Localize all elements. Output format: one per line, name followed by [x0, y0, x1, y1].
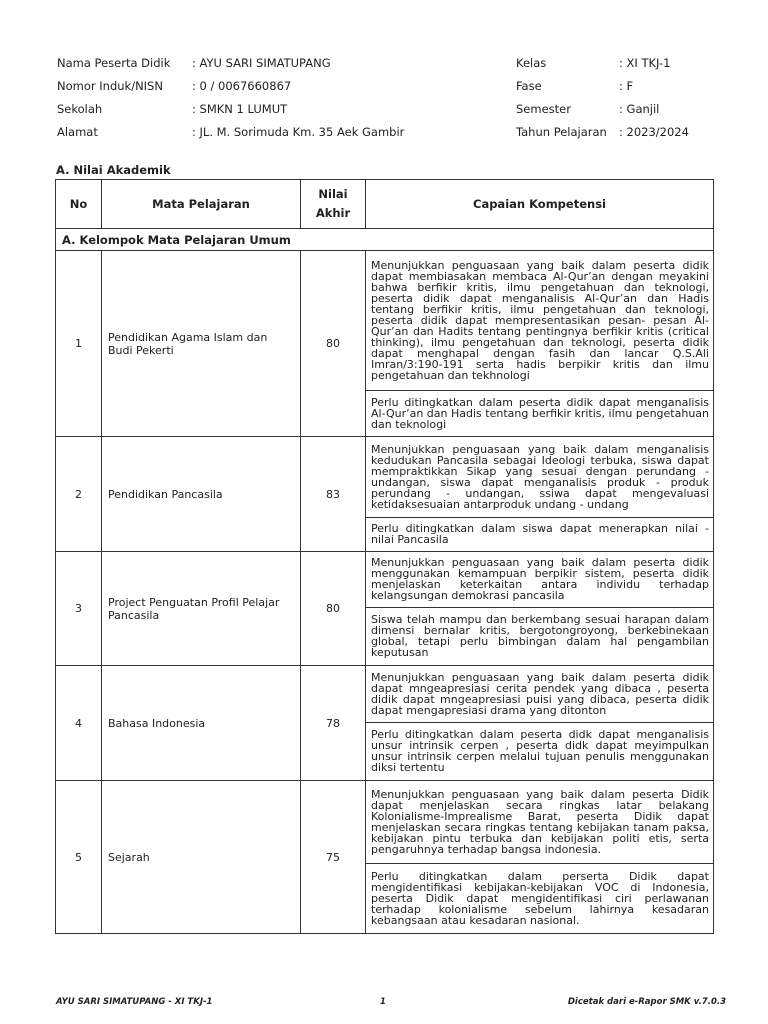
table-row [56, 552, 714, 608]
value-school: : SMKN 1 LUMUT [192, 102, 288, 116]
row-number: 2 [56, 437, 102, 552]
subject-name: Sejarah [102, 781, 301, 934]
final-score: 78 [301, 666, 366, 781]
subject-name: Project Penguatan Profil Pelajar Pancasila [102, 552, 301, 666]
grades-table [55, 179, 714, 934]
achievement-text: Menunjukkan penguasaan yang baik dalam peserta didik dapat mngeapresiasi cerita pendek yang dibaca , peserta didik dapat mngeapresiasi puisi yang dibaca, peserta didik dapat mengapresiasi drama yang ditonton [366, 666, 714, 723]
header-competency: Capaian Kompetensi [366, 180, 714, 229]
achievement-text: Menunjukkan penguasaan yang baik dalam menganalisis kedudukan Pancasila sebagai Ideologi terbuka, siswa dapat mempraktikkan Sikap yang sesuai dengan perundang - undangan, siswa dapat menganalisis produk - produk perundang - undangan, ssiwa dapat mengevaluasi ketidaksesuaian antarproduk undang - undang [366, 437, 714, 518]
footer-student: AYU SARI SIMATUPANG - XI TKJ-1 [56, 997, 213, 1007]
value-class: : XI TKJ-1 [619, 56, 671, 70]
achievement-text: Menunjukkan penguasaan yang baik dalam peserta didik menggunakan kemampuan berpikir sistem, peserta didik menjelaskan keterkaitan antara individu terhadap kelangsungan demokrasi pancasila [366, 552, 714, 608]
section-title: A. Nilai Akademik [56, 163, 171, 177]
label-address: Alamat [57, 125, 98, 139]
header-score-line1: Nilai [318, 187, 348, 201]
improvement-text: Perlu ditingkatkan dalam peserta didk dapat menganalisis unsur intrinsik cerpen , peserta didk dapat meyimpulkan unsur intrinsik cerpen melalui tujuan penulis menggunakan diksi tertentu [366, 723, 714, 781]
improvement-text: Siswa telah mampu dan berkembang sesuai harapan dalam dimensi bernalar kritis, bergotongroyong, berkebinekaan global, tetapi perlu bimbingan dalam hal pengambilan keputusan [366, 608, 714, 666]
header-subject: Mata Pelajaran [102, 180, 301, 229]
header-score [301, 180, 366, 229]
header-no: No [56, 180, 102, 229]
label-name: Nama Peserta Didik [57, 56, 171, 70]
table-row [56, 666, 714, 723]
row-number: 5 [56, 781, 102, 934]
final-score: 80 [301, 552, 366, 666]
value-semester: : Ganjil [619, 102, 660, 116]
group-label: A. Kelompok Mata Pelajaran Umum [56, 229, 714, 251]
subject-name: Pendidikan Pancasila [102, 437, 301, 552]
row-number: 1 [56, 251, 102, 437]
improvement-text: Perlu ditingkatkan dalam perserta Didik dapat mengidentifikasi kebijakan-kebijakan VOC di Indonesia, peserta Didik dapat mengidentifikasi ciri perlawanan terhadap kolonialisme sebelum lahirnya kesadaran kebangsaan atau kesadaran nasional. [366, 864, 714, 934]
label-semester: Semester [516, 102, 571, 116]
table-row [56, 781, 714, 864]
table-row [56, 437, 714, 518]
label-phase: Fase [516, 79, 542, 93]
improvement-text: Perlu ditingkatkan dalam siswa dapat menerapkan nilai - nilai Pancasila [366, 518, 714, 552]
value-phase: : F [619, 79, 634, 93]
final-score: 83 [301, 437, 366, 552]
label-school: Sekolah [57, 102, 103, 116]
label-year: Tahun Pelajaran [516, 125, 607, 139]
improvement-text: Perlu ditingkatkan dalam peserta didik dapat menganalisis Al-Qur’an dan Hadis tentang berfikir kritis, ilmu pengetahuan dan teknologi [366, 391, 714, 437]
final-score: 75 [301, 781, 366, 934]
achievement-text: Menunjukkan penguasaan yang baik dalam peserta Didik dapat menjelaskan secara ringkas latar belakang Kolonialisme-Imprealisme Barat, peserta Didik dapat menjelaskan secara ringkas tentang kebijakan tanam paksa, kebijakan pintu terbuka dan kebijakan politi etis, serta pengaruhnya terhadap bangsa indonesia. [366, 781, 714, 864]
subject-name: Bahasa Indonesia [102, 666, 301, 781]
row-number: 4 [56, 666, 102, 781]
table-row [56, 251, 714, 391]
value-nisn: : 0 / 0067660867 [192, 79, 292, 93]
value-address: : JL. M. Sorimuda Km. 35 Aek Gambir [192, 125, 405, 139]
label-class: Kelas [516, 56, 547, 70]
value-year: : 2023/2024 [619, 125, 689, 139]
final-score: 80 [301, 251, 366, 437]
footer-page-number: 1 [380, 997, 386, 1007]
group-row [56, 229, 714, 251]
header-score-line2: Akhir [315, 206, 351, 220]
table-header-row [56, 180, 714, 229]
label-nisn: Nomor Induk/NISN [57, 79, 163, 93]
achievement-text: Menunjukkan penguasaan yang baik dalam peserta didik dapat membiasakan membaca Al-Qur’an dengan meyakini bahwa berfikir kritis, ilmu pengetahuan dan teknologi, peserta didik dapat menganalisis Al-Qur’an dan Hadis tentang berfikir kritis, ilmu pengetahuan dan teknologi, peserta didik dapat mempresentasikan pesan- pesan Al-Qur’an dan Hadits tentang pentingnya berfikir kritis (critical thinking), ilmu pengetahuan dan teknologi, peserta didik dapat menghapal dengan fasih dan lancar Q.S.Ali Imran/3:190-191 serta hadis berpikir kritis dan ilmu pengetahuan dan tekhnologi [366, 251, 714, 391]
subject-name: Pendidikan Agama Islam dan Budi Pekerti [102, 251, 301, 437]
footer-printed-by: Dicetak dari e-Rapor SMK v.7.0.3 [567, 997, 726, 1007]
value-name: : AYU SARI SIMATUPANG [192, 56, 331, 70]
row-number: 3 [56, 552, 102, 666]
